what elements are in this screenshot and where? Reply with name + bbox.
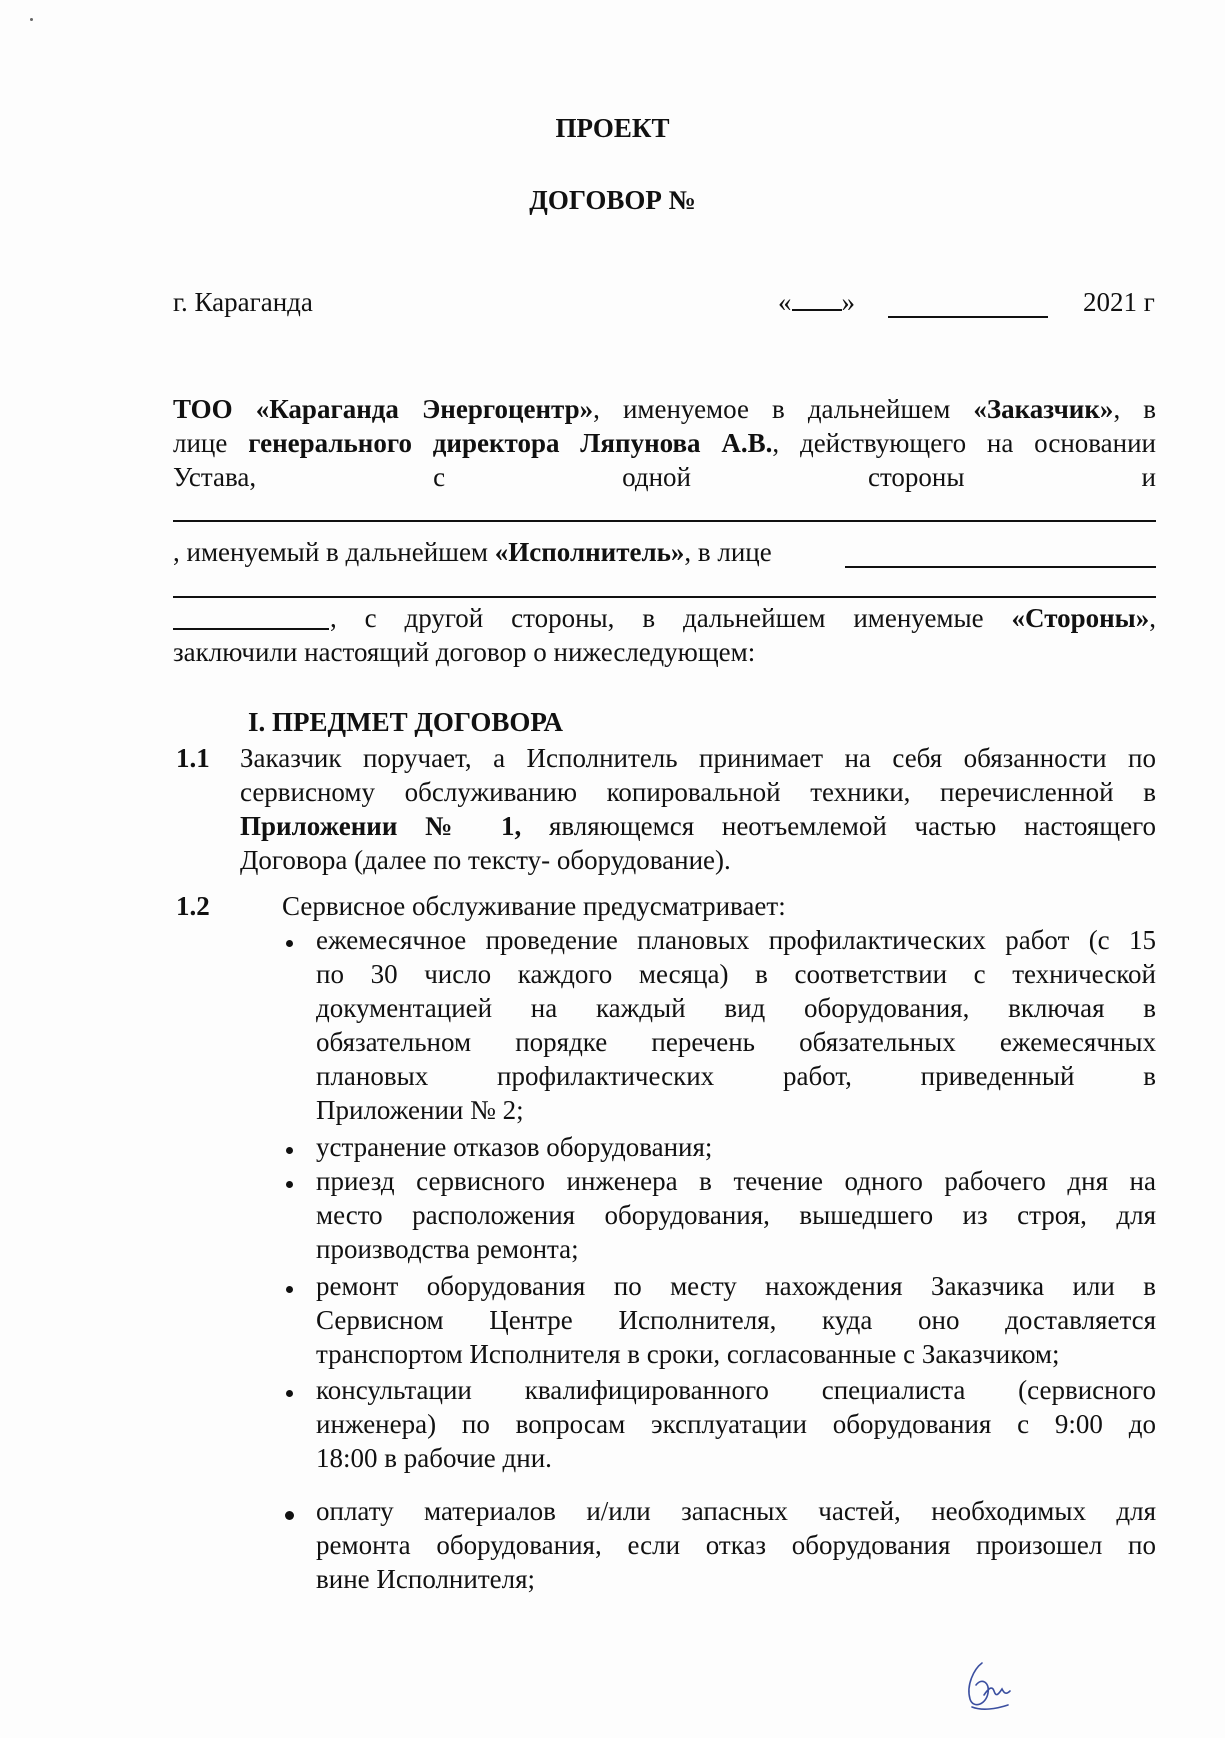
parties-line-6: заключили настоящий договор о нижеследующем:	[173, 637, 756, 667]
executor-representative-field	[845, 566, 1156, 568]
bullet-1-line-4: обязательном порядке перечень обязательных ежемесячных	[316, 1027, 1156, 1057]
clause-1-2-intro: Сервисное обслуживание предусматривает:	[282, 891, 786, 921]
bullet-6-line-1: оплату материалов и/или запасных частей, необходимых для	[316, 1496, 1156, 1526]
clause-1-1-line-4: Договора (далее по тексту- оборудование).	[240, 845, 731, 875]
bullet-icon	[286, 940, 293, 947]
executor-basis-field	[173, 596, 1156, 598]
bullet-icon	[286, 1390, 293, 1397]
date-year: 2021 г	[1083, 287, 1155, 317]
draft-label: ПРОЕКТ	[555, 113, 670, 143]
clause-1-1-line-1: Заказчик поручает, а Исполнитель принимает на себя обязанности по	[240, 743, 1156, 773]
bullet-1-line-6: Приложении № 2;	[316, 1095, 524, 1125]
contract-title: ДОГОВОР №	[529, 185, 696, 215]
parties-line-1: ТОО «Караганда Энергоцентр», именуемое в дальнейшем «Заказчик», в	[173, 394, 1156, 424]
parties-line-2: лице генерального директора Ляпунова А.В., действующего на основании	[173, 428, 1156, 458]
bullet-1-line-3: документацией на каждый вид оборудования, включая в	[316, 993, 1156, 1023]
parties-line-4: , именуемый в дальнейшем «Исполнитель», в лице	[173, 537, 772, 567]
bullet-3-line-3: производства ремонта;	[316, 1234, 579, 1264]
bullet-5-line-1: консультации квалифицированного специалиста (сервисного	[316, 1375, 1156, 1405]
bullet-3-line-1: приезд сервисного инженера в течение одного рабочего дня на	[316, 1166, 1156, 1196]
bullet-2-line-1: устранение отказов оборудования;	[316, 1132, 713, 1162]
bullet-1-line-1: ежемесячное проведение плановых профилактических работ (с 15	[316, 925, 1156, 955]
bullet-1-line-5: плановых профилактических работ, приведенный в	[316, 1061, 1156, 1091]
bullet-4-line-2: Сервисном Центре Исполнителя, куда оно доставляется	[316, 1305, 1156, 1335]
parties-line-3: Устава, с одной стороны и	[173, 462, 1156, 492]
bullet-5-line-3: 18:00 в рабочие дни.	[316, 1443, 552, 1473]
clause-1-2-number: 1.2	[176, 891, 210, 921]
bullet-6-line-3: вине Исполнителя;	[316, 1564, 536, 1594]
bullet-1-line-2: по 30 число каждого месяца) в соответствии с технической	[316, 959, 1156, 989]
date-month-field	[888, 316, 1048, 318]
bullet-5-line-2: инженера) по вопросам эксплуатации оборудования с 9:00 до	[316, 1409, 1156, 1439]
parties-line-5: , с другой стороны, в дальнейшем именуемые «Стороны»,	[330, 603, 1156, 633]
bullet-icon	[286, 1181, 293, 1188]
scan-speck	[30, 18, 33, 21]
date-day-field: « »	[778, 287, 855, 317]
executor-name-field	[173, 520, 1156, 522]
signature-initials	[952, 1655, 1022, 1715]
clause-1-1-line-3: Приложении № 1, являющемся неотъемлемой частью настоящего	[240, 811, 1157, 841]
bullet-icon	[285, 1511, 294, 1520]
clause-1-1-line-2: сервисному обслуживанию копировальной техники, перечисленной в	[240, 777, 1156, 807]
executor-basis-field-2	[173, 628, 329, 630]
bullet-4-line-3: транспортом Исполнителя в сроки, согласованные с Заказчиком;	[316, 1339, 1060, 1369]
bullet-6-line-2: ремонта оборудования, если отказ оборудования произошел по	[316, 1530, 1156, 1560]
bullet-icon	[286, 1147, 293, 1154]
city: г. Караганда	[173, 287, 313, 317]
section-1-title: I. ПРЕДМЕТ ДОГОВОРА	[248, 707, 563, 737]
bullet-icon	[286, 1286, 293, 1293]
clause-1-1-number: 1.1	[176, 743, 210, 773]
bullet-4-line-1: ремонт оборудования по месту нахождения Заказчика или в	[316, 1271, 1156, 1301]
bullet-3-line-2: место расположения оборудования, вышедшего из строя, для	[316, 1200, 1156, 1230]
